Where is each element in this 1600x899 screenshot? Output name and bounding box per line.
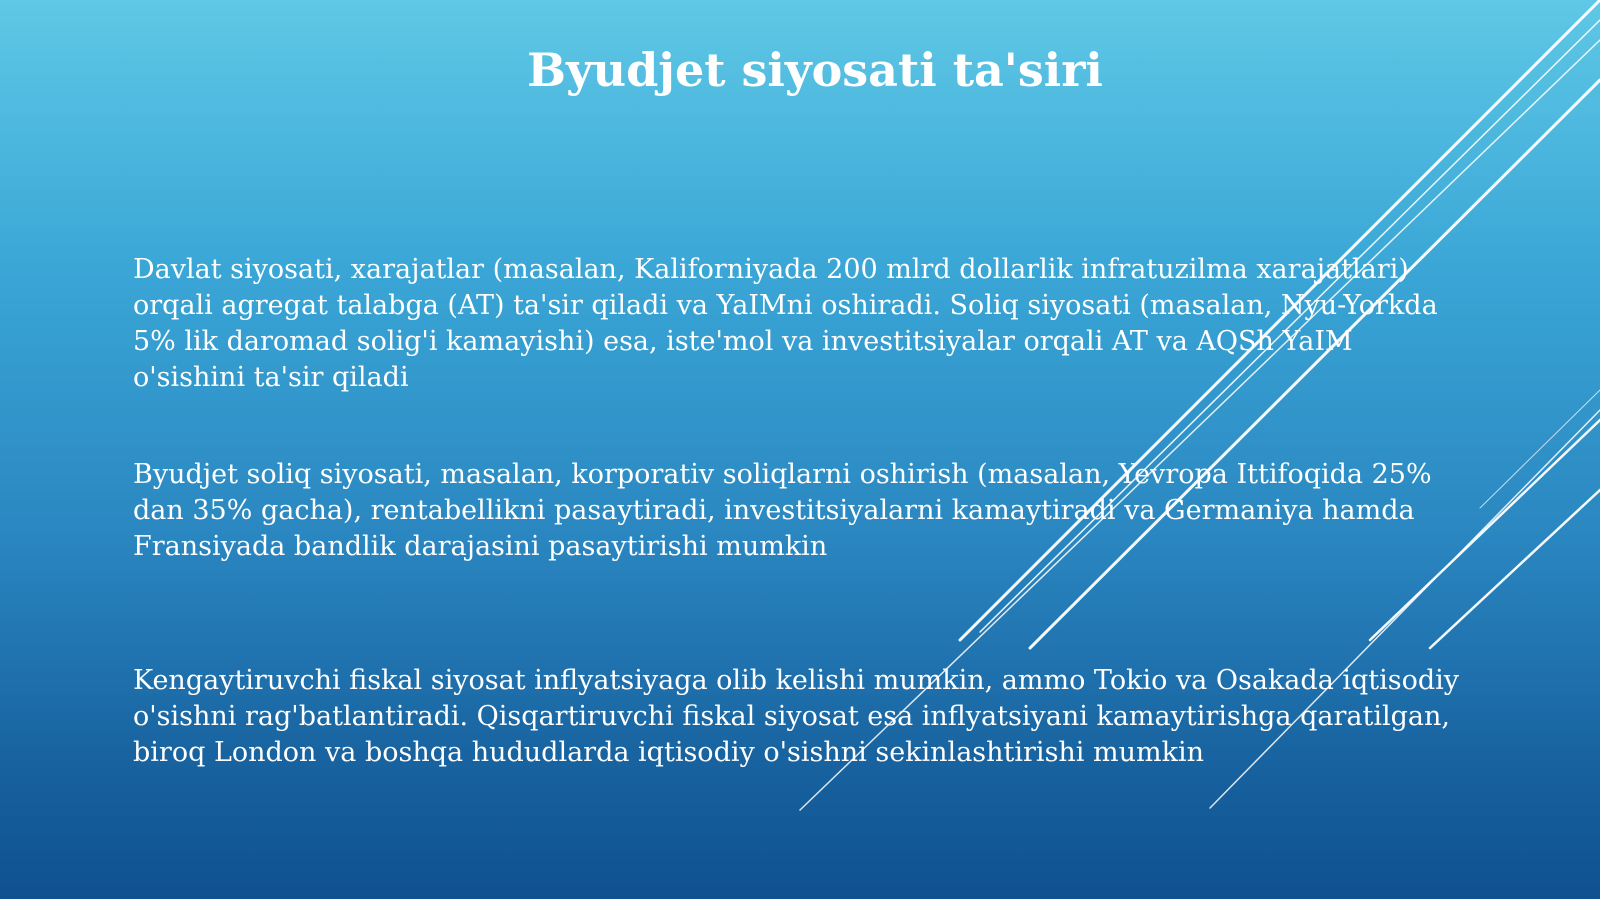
- paragraph-2: Byudjet soliq siyosati, masalan, korporativ soliqlarni oshirish (masalan, Yevropa Ittifoqida 25% dan 35% gacha), rentabellikni pasaytiradi, investitsiyalarni kamaytiradi va Germaniya hamda Fransiyada bandlik darajasini pasaytirishi mumkin: [133, 459, 1432, 562]
- slide-title: Byudjet siyosati ta'siri: [527, 43, 1103, 97]
- paragraph-1: Davlat siyosati, xarajatlar (masalan, Kaliforniyada 200 mlrd dollarlik infratuzilma xarajatlari) orqali agregat talabga (AT) ta'sir qiladi va YaIMni oshiradi. Soliq siyosati (masalan, Nyu-Yorkda 5% lik daromad solig'i kamayishi) esa, iste'mol va investitsiyalar orqali AT va AQSh YaIM o'sishini ta'sir qiladi: [133, 254, 1438, 393]
- paragraph-3: Kengaytiruvchi fiskal siyosat inflyatsiyaga olib kelishi mumkin, ammo Tokio va Osakada iqtisodiy o'sishni rag'batlantiradi. Qisqartiruvchi fiskal siyosat esa inflyatsiyani kamaytirishga qaratilgan, biroq London va boshqa hududlarda iqtisodiy o'sishni sekinlashtirishi mumkin: [133, 665, 1460, 768]
